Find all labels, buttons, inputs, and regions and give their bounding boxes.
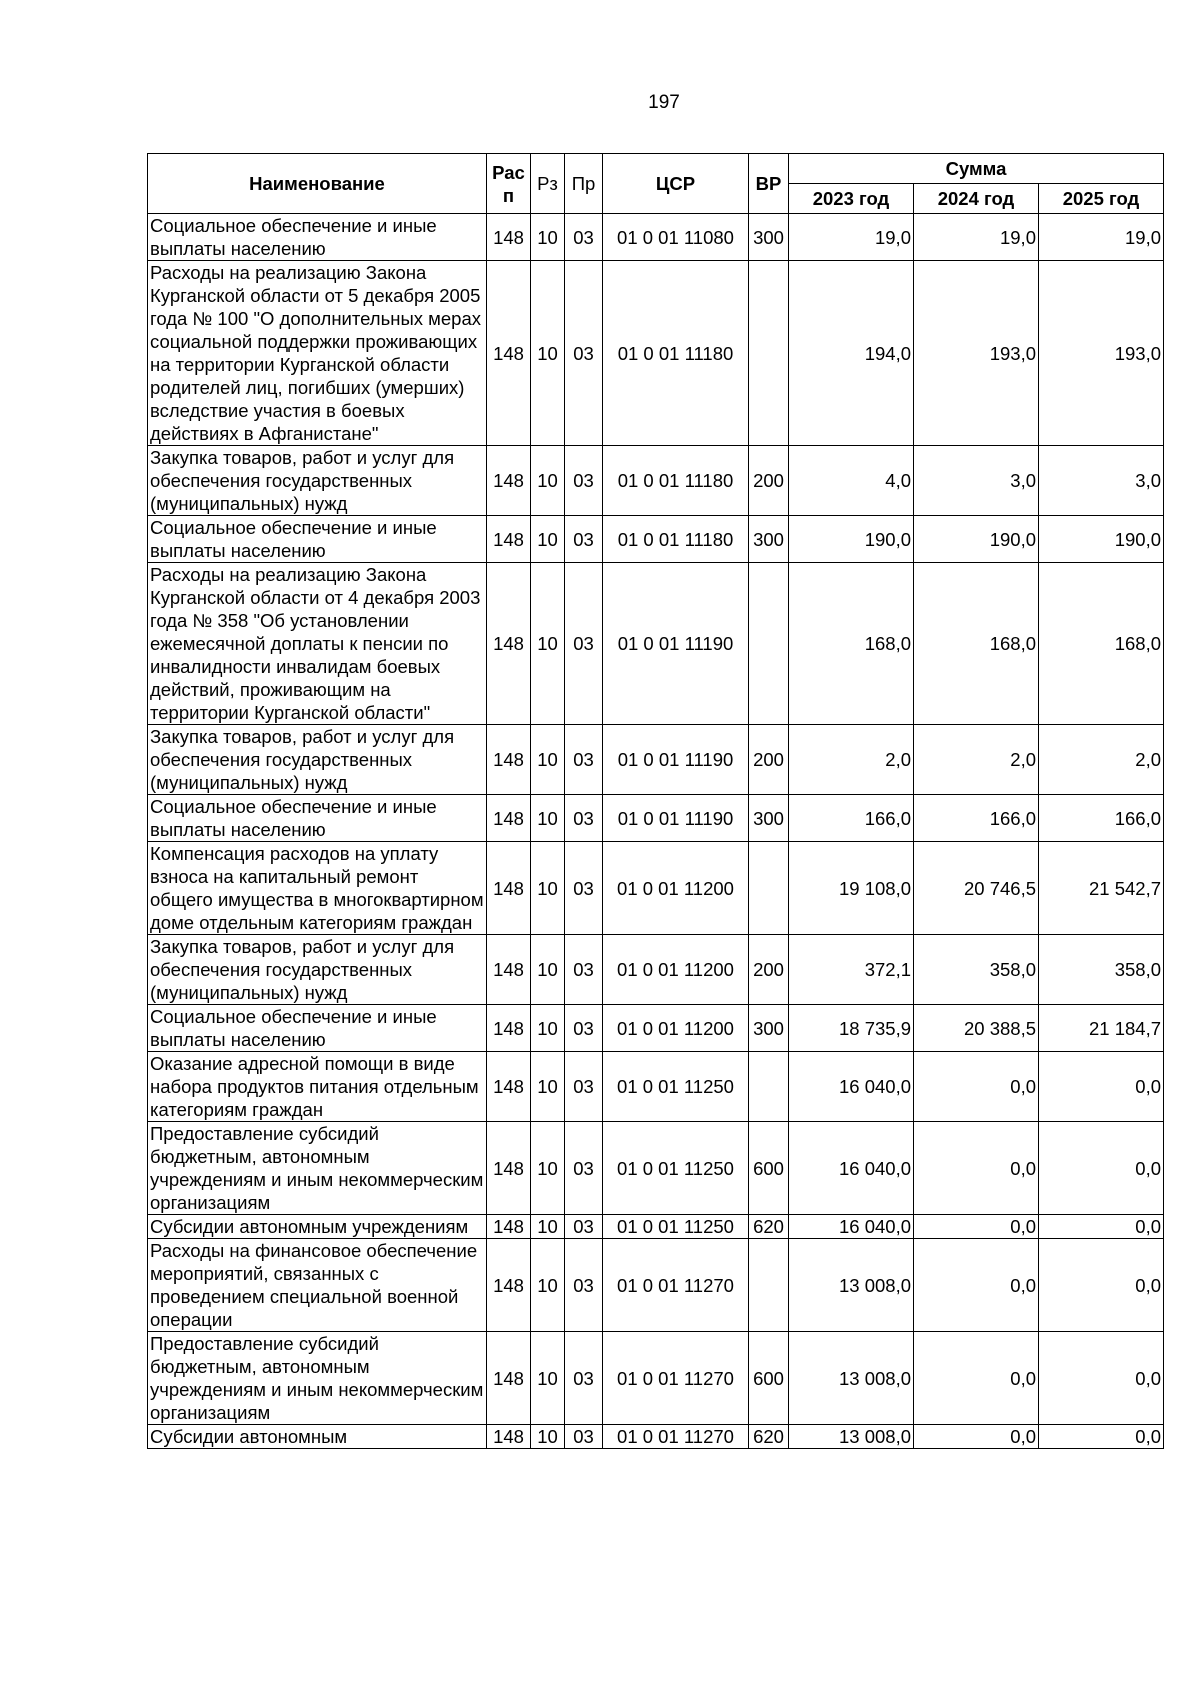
row-amount-2023: 372,1	[789, 935, 914, 1005]
row-csr: 01 0 01 11200	[603, 1005, 749, 1052]
row-amount-2024: 0,0	[914, 1215, 1039, 1239]
budget-table	[147, 153, 1164, 1449]
row-vr: 600	[749, 1122, 789, 1215]
row-pr: 03	[565, 261, 603, 446]
row-csr: 01 0 01 11190	[603, 795, 749, 842]
row-csr: 01 0 01 11180	[603, 516, 749, 563]
row-amount-2023: 18 735,9	[789, 1005, 914, 1052]
row-rasp: 148	[487, 1052, 531, 1122]
row-rasp: 148	[487, 563, 531, 725]
row-amount-2025: 21 184,7	[1039, 1005, 1164, 1052]
row-amount-2024: 190,0	[914, 516, 1039, 563]
row-rz: 10	[531, 516, 565, 563]
row-rz: 10	[531, 214, 565, 261]
row-csr: 01 0 01 11180	[603, 446, 749, 516]
row-rasp: 148	[487, 1122, 531, 1215]
row-rasp: 148	[487, 1005, 531, 1052]
row-name: Закупка товаров, работ и услуг для обеспечения государственных (муниципальных) нужд	[148, 446, 487, 516]
table-row	[148, 1239, 1164, 1332]
row-pr: 03	[565, 1052, 603, 1122]
row-name: Расходы на реализацию Закона Курганской области от 4 декабря 2003 года № 358 "Об установлении ежемесячной доплаты к пенсии по инвалидности инвалидам боевых действий, проживающим на территории Курганской области"	[148, 563, 487, 725]
row-vr	[749, 842, 789, 935]
header-name: Наименование	[148, 154, 487, 214]
row-vr: 300	[749, 1005, 789, 1052]
row-csr: 01 0 01 11200	[603, 935, 749, 1005]
row-amount-2024: 0,0	[914, 1332, 1039, 1425]
row-pr: 03	[565, 1332, 603, 1425]
row-csr: 01 0 01 11200	[603, 842, 749, 935]
row-amount-2023: 16 040,0	[789, 1215, 914, 1239]
row-csr: 01 0 01 11270	[603, 1239, 749, 1332]
row-name: Социальное обеспечение и иные выплаты населению	[148, 1005, 487, 1052]
row-amount-2025: 0,0	[1039, 1215, 1164, 1239]
row-vr: 620	[749, 1425, 789, 1449]
row-csr: 01 0 01 11190	[603, 725, 749, 795]
row-amount-2025: 168,0	[1039, 563, 1164, 725]
row-amount-2025: 21 542,7	[1039, 842, 1164, 935]
row-vr: 200	[749, 935, 789, 1005]
row-pr: 03	[565, 516, 603, 563]
row-name: Социальное обеспечение и иные выплаты населению	[148, 214, 487, 261]
row-name: Социальное обеспечение и иные выплаты населению	[148, 795, 487, 842]
row-csr: 01 0 01 11250	[603, 1052, 749, 1122]
row-pr: 03	[565, 1005, 603, 1052]
row-amount-2025: 2,0	[1039, 725, 1164, 795]
table-row	[148, 446, 1164, 516]
row-rz: 10	[531, 1052, 565, 1122]
row-vr: 200	[749, 446, 789, 516]
row-rasp: 148	[487, 725, 531, 795]
row-pr: 03	[565, 842, 603, 935]
header-row-top	[148, 154, 1164, 184]
row-amount-2025: 358,0	[1039, 935, 1164, 1005]
row-name: Расходы на финансовое обеспечение мероприятий, связанных с проведением специальной военной операции	[148, 1239, 487, 1332]
row-amount-2025: 193,0	[1039, 261, 1164, 446]
row-amount-2025: 0,0	[1039, 1052, 1164, 1122]
row-name: Расходы на реализацию Закона Курганской области от 5 декабря 2005 года № 100 "О дополнительных мерах социальной поддержки проживающих на территории Курганской области родителей лиц, погибших (умерших) вследствие участия в боевых действиях в Афганистане"	[148, 261, 487, 446]
table-row	[148, 261, 1164, 446]
row-csr: 01 0 01 11270	[603, 1425, 749, 1449]
row-rasp: 148	[487, 261, 531, 446]
row-vr: 200	[749, 725, 789, 795]
row-rz: 10	[531, 563, 565, 725]
header-sum: Сумма	[789, 154, 1164, 184]
row-amount-2023: 194,0	[789, 261, 914, 446]
row-amount-2024: 20 388,5	[914, 1005, 1039, 1052]
row-name: Субсидии автономным	[148, 1425, 487, 1449]
row-amount-2024: 19,0	[914, 214, 1039, 261]
row-csr: 01 0 01 11250	[603, 1122, 749, 1215]
header-pr: Пр	[565, 154, 603, 214]
table-row	[148, 1332, 1164, 1425]
row-name: Компенсация расходов на уплату взноса на капитальный ремонт общего имущества в многоквартирном доме отдельным категориям граждан	[148, 842, 487, 935]
row-pr: 03	[565, 1425, 603, 1449]
row-rasp: 148	[487, 516, 531, 563]
table-row	[148, 842, 1164, 935]
row-rz: 10	[531, 725, 565, 795]
row-rz: 10	[531, 1425, 565, 1449]
row-amount-2023: 4,0	[789, 446, 914, 516]
row-csr: 01 0 01 11180	[603, 261, 749, 446]
row-pr: 03	[565, 935, 603, 1005]
row-pr: 03	[565, 563, 603, 725]
table-row	[148, 1215, 1164, 1239]
row-vr	[749, 563, 789, 725]
row-amount-2024: 3,0	[914, 446, 1039, 516]
row-amount-2024: 2,0	[914, 725, 1039, 795]
row-rz: 10	[531, 842, 565, 935]
table-row	[148, 725, 1164, 795]
row-csr: 01 0 01 11270	[603, 1332, 749, 1425]
row-csr: 01 0 01 11080	[603, 214, 749, 261]
row-amount-2024: 0,0	[914, 1239, 1039, 1332]
row-csr: 01 0 01 11190	[603, 563, 749, 725]
row-vr	[749, 1239, 789, 1332]
row-vr: 300	[749, 795, 789, 842]
row-vr: 300	[749, 516, 789, 563]
header-year-2023: 2023 год	[789, 184, 914, 214]
table-row	[148, 1425, 1164, 1449]
row-rasp: 148	[487, 446, 531, 516]
header-rz: Рз	[531, 154, 565, 214]
row-amount-2023: 190,0	[789, 516, 914, 563]
row-rasp: 148	[487, 1215, 531, 1239]
table-row	[148, 1122, 1164, 1215]
row-rasp: 148	[487, 795, 531, 842]
row-amount-2025: 3,0	[1039, 446, 1164, 516]
header-rasp: Рас п	[487, 154, 531, 214]
row-pr: 03	[565, 795, 603, 842]
table-row	[148, 563, 1164, 725]
row-name: Оказание адресной помощи в виде набора продуктов питания отдельным категориям граждан	[148, 1052, 487, 1122]
row-vr	[749, 261, 789, 446]
row-rasp: 148	[487, 1425, 531, 1449]
row-vr: 300	[749, 214, 789, 261]
row-name: Социальное обеспечение и иные выплаты населению	[148, 516, 487, 563]
row-rz: 10	[531, 1215, 565, 1239]
row-amount-2024: 168,0	[914, 563, 1039, 725]
header-year-2025: 2025 год	[1039, 184, 1164, 214]
row-csr: 01 0 01 11250	[603, 1215, 749, 1239]
row-rasp: 148	[487, 935, 531, 1005]
row-amount-2023: 13 008,0	[789, 1239, 914, 1332]
row-amount-2025: 19,0	[1039, 214, 1164, 261]
row-rz: 10	[531, 1005, 565, 1052]
row-amount-2025: 166,0	[1039, 795, 1164, 842]
row-name: Субсидии автономным учреждениям	[148, 1215, 487, 1239]
row-rz: 10	[531, 1239, 565, 1332]
row-rz: 10	[531, 261, 565, 446]
table-body	[148, 214, 1164, 1449]
row-amount-2023: 19 108,0	[789, 842, 914, 935]
table-row	[148, 935, 1164, 1005]
header-vr: ВР	[749, 154, 789, 214]
row-rasp: 148	[487, 842, 531, 935]
row-rz: 10	[531, 1122, 565, 1215]
row-amount-2023: 2,0	[789, 725, 914, 795]
row-amount-2023: 19,0	[789, 214, 914, 261]
row-amount-2024: 166,0	[914, 795, 1039, 842]
row-amount-2025: 0,0	[1039, 1425, 1164, 1449]
row-amount-2023: 13 008,0	[789, 1332, 914, 1425]
row-name: Предоставление субсидий бюджетным, автономным учреждениям и иным некоммерческим организациям	[148, 1122, 487, 1215]
row-amount-2023: 166,0	[789, 795, 914, 842]
row-rz: 10	[531, 1332, 565, 1425]
header-year-2024: 2024 год	[914, 184, 1039, 214]
row-rasp: 148	[487, 214, 531, 261]
row-rz: 10	[531, 795, 565, 842]
row-rz: 10	[531, 935, 565, 1005]
row-amount-2025: 0,0	[1039, 1122, 1164, 1215]
row-vr: 620	[749, 1215, 789, 1239]
row-pr: 03	[565, 1215, 603, 1239]
row-pr: 03	[565, 1239, 603, 1332]
row-amount-2025: 190,0	[1039, 516, 1164, 563]
table-row	[148, 214, 1164, 261]
row-pr: 03	[565, 725, 603, 795]
row-rz: 10	[531, 446, 565, 516]
table-row	[148, 1005, 1164, 1052]
row-pr: 03	[565, 446, 603, 516]
row-amount-2025: 0,0	[1039, 1332, 1164, 1425]
row-amount-2024: 0,0	[914, 1052, 1039, 1122]
row-amount-2023: 13 008,0	[789, 1425, 914, 1449]
header-csr: ЦСР	[603, 154, 749, 214]
table-row	[148, 1052, 1164, 1122]
row-vr: 600	[749, 1332, 789, 1425]
row-amount-2024: 0,0	[914, 1425, 1039, 1449]
row-amount-2024: 0,0	[914, 1122, 1039, 1215]
row-name: Закупка товаров, работ и услуг для обеспечения государственных (муниципальных) нужд	[148, 725, 487, 795]
row-pr: 03	[565, 1122, 603, 1215]
table-row	[148, 795, 1164, 842]
row-amount-2023: 168,0	[789, 563, 914, 725]
row-amount-2025: 0,0	[1039, 1239, 1164, 1332]
row-name: Предоставление субсидий бюджетным, автономным учреждениям и иным некоммерческим организациям	[148, 1332, 487, 1425]
row-rasp: 148	[487, 1332, 531, 1425]
row-amount-2024: 193,0	[914, 261, 1039, 446]
row-amount-2023: 16 040,0	[789, 1122, 914, 1215]
row-vr	[749, 1052, 789, 1122]
row-pr: 03	[565, 214, 603, 261]
row-rasp: 148	[487, 1239, 531, 1332]
table-row	[148, 516, 1164, 563]
page-number: 197	[648, 92, 680, 113]
row-amount-2024: 20 746,5	[914, 842, 1039, 935]
row-name: Закупка товаров, работ и услуг для обеспечения государственных (муниципальных) нужд	[148, 935, 487, 1005]
row-amount-2024: 358,0	[914, 935, 1039, 1005]
row-amount-2023: 16 040,0	[789, 1052, 914, 1122]
